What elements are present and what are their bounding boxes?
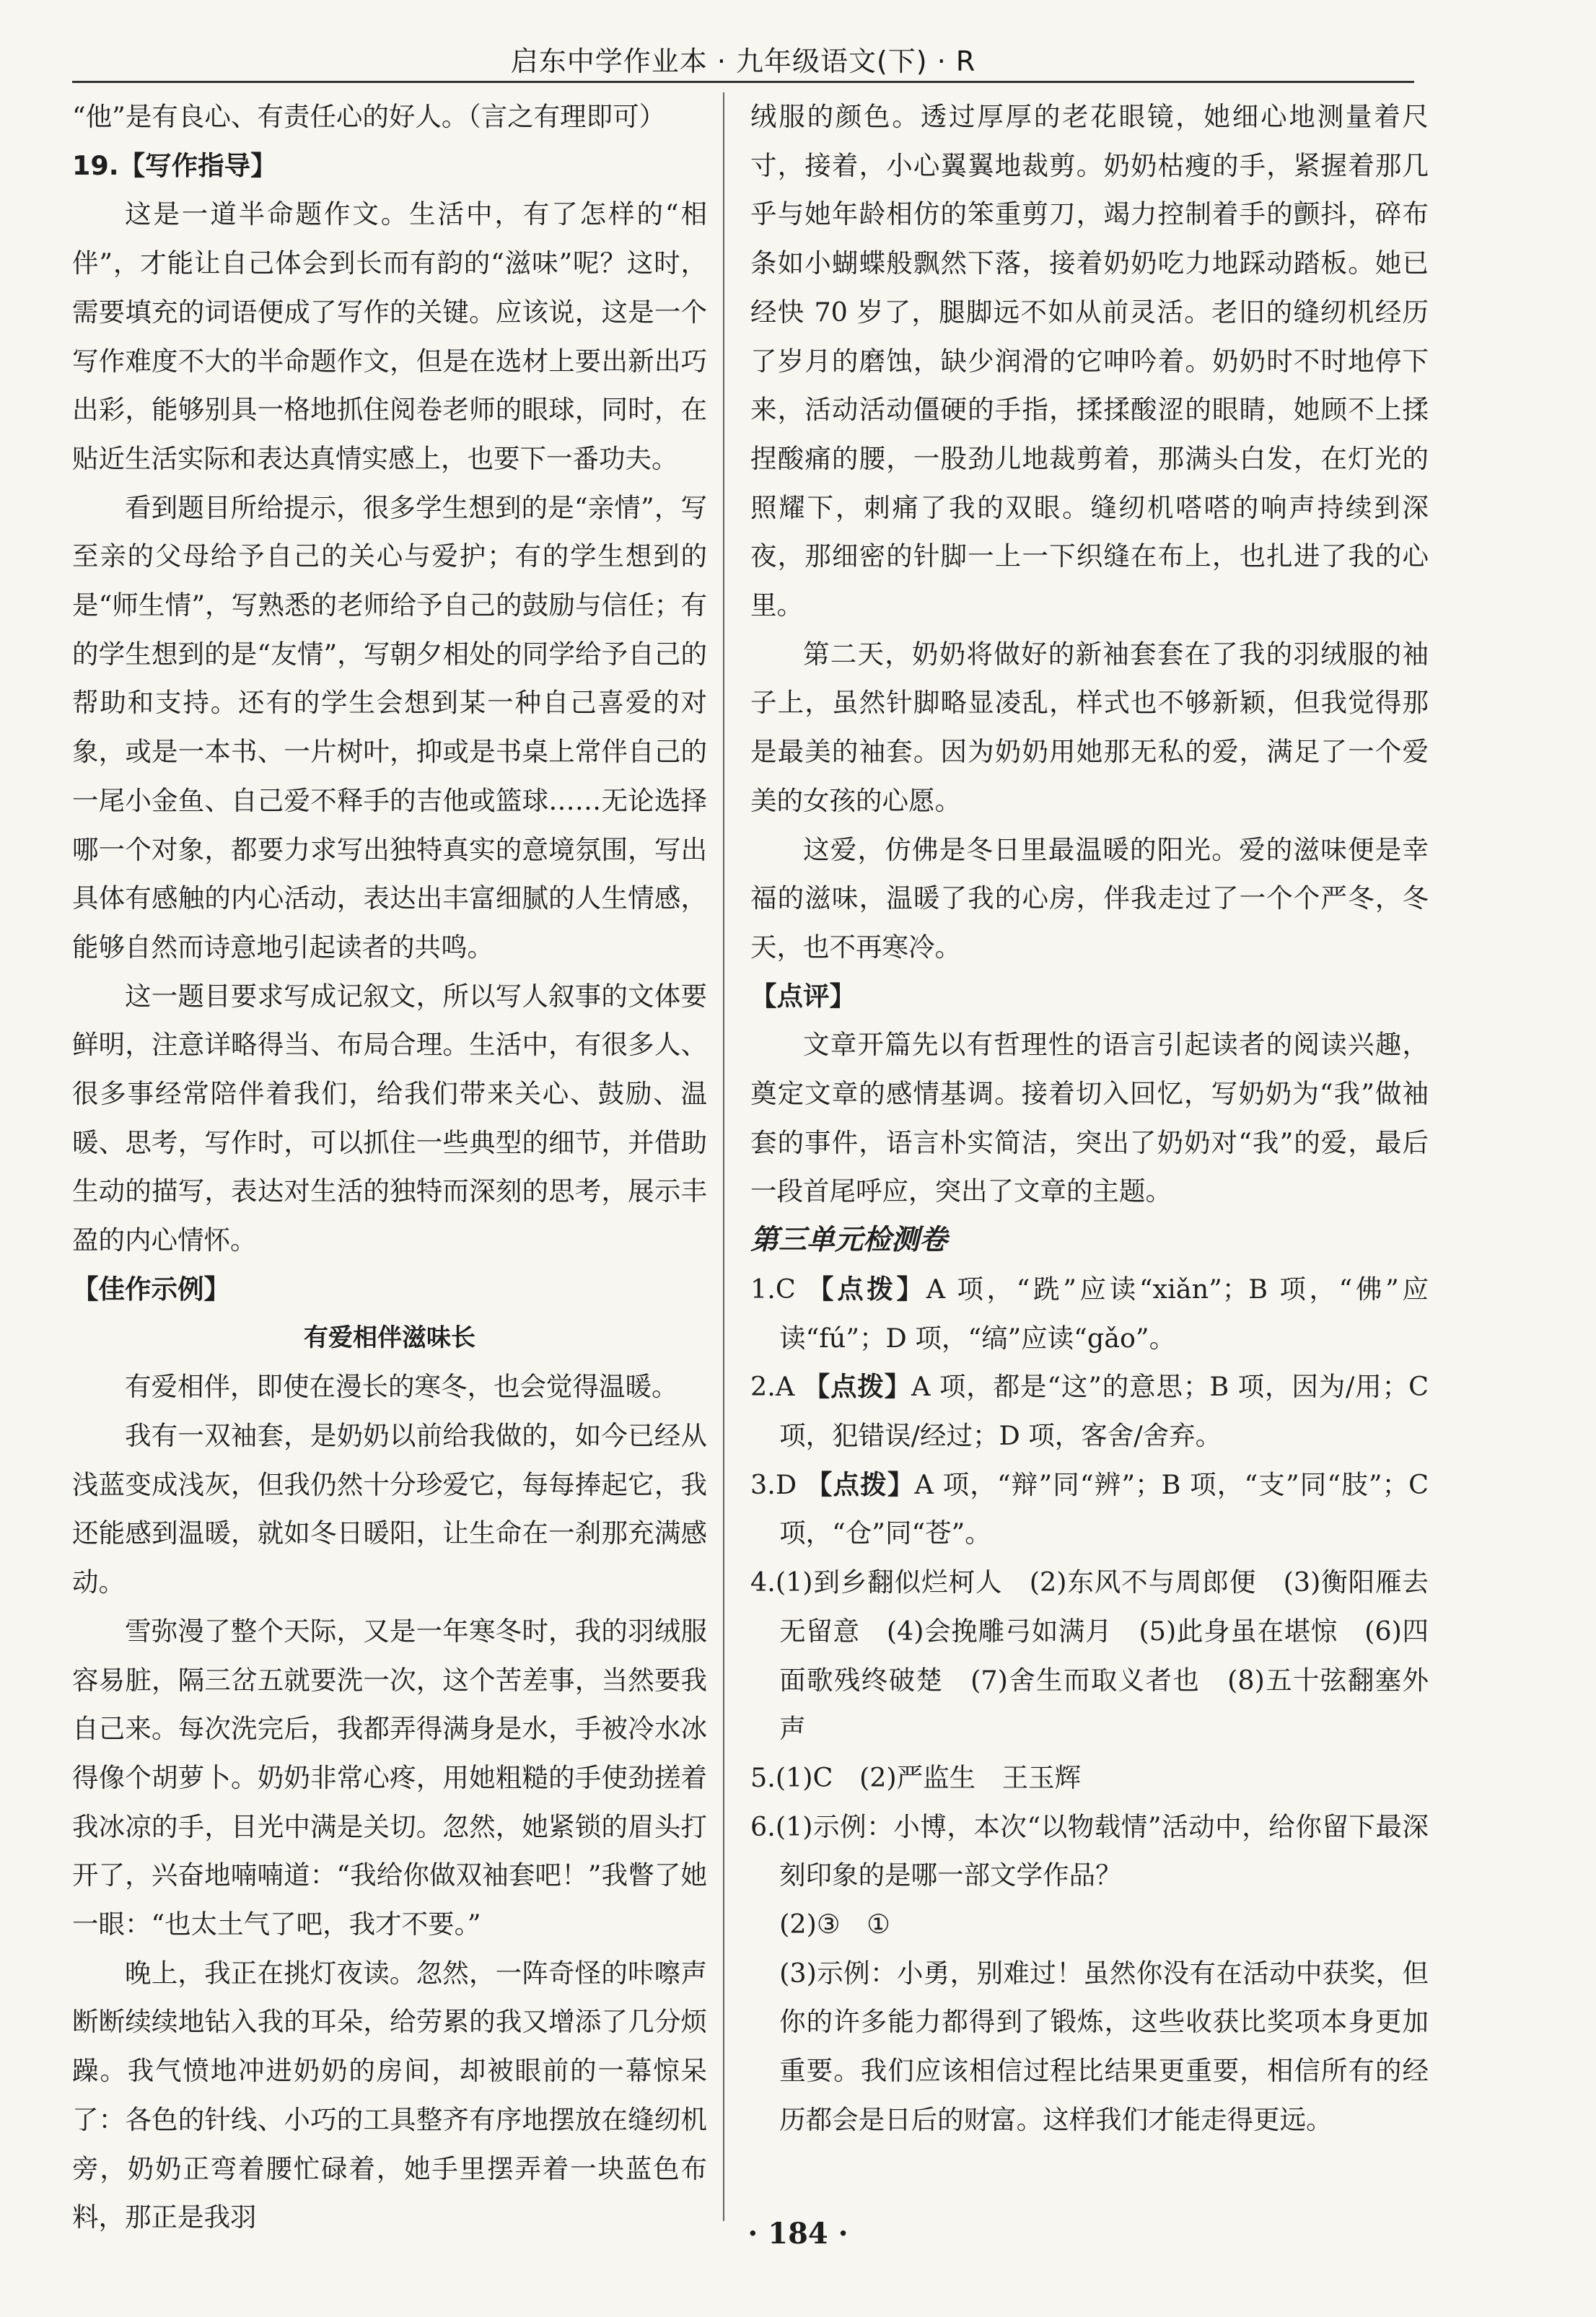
writing-guide-heading: 【写作指导】 bbox=[118, 149, 277, 181]
right-column bbox=[750, 92, 1429, 2145]
essay-paragraph-6: 这爱，仿佛是冬日里最温暖的阳光。爱的滋味便是幸福的滋味，温暖了我的心房，伴我走过了一个个严冬，冬天，也不再寒冷。 bbox=[750, 833, 1429, 963]
answer-item-6: 6.(1)示例：小博，本次“以物载情”活动中，给你留下最深刻印象的是哪一部文学作品？ bbox=[750, 1810, 1429, 1891]
comment-paragraph: 文章开篇先以有哲理性的语言引起读者的阅读兴趣，奠定文章的感情基调。接着切入回忆，写奶奶为“我”做袖套的事件，语言朴实简洁，突出了奶奶对“我”的爱，最后一段首尾呼应，突出了文章的主题。 bbox=[750, 1029, 1429, 1207]
essay-paragraph-4-continued: 绒服的颜色。透过厚厚的老花眼镜，她细心地测量着尺寸，接着，小心翼翼地裁剪。奶奶枯瘦的手，紧握着那几乎与她年龄相仿的笨重剪刀，竭力控制着手的颤抖，碎布条如小蝴蝶般飘然下落，接着奶奶吃力地踩动踏板。她已经快 70 岁了，腿脚远不如从前灵活。老旧的缝纫机经历了岁月的磨蚀，缺少润滑的它呻吟着。奶奶时不时地停下来，活动活动僵硬的手指，揉揉酸涩的眼睛，她顾不上揉捏酸痛的腰，一股劲儿地裁剪着，那满头白发，在灯光的照耀下，刺痛了我的双眼。缝纫机嗒嗒的响声持续到深夜，那细密的针脚一上一下织缝在布上，也扎进了我的心里。 bbox=[750, 101, 1429, 621]
comment-heading: 【点评】 bbox=[750, 980, 856, 1012]
running-header: 启东中学作业本 · 九年级语文(下) · R bbox=[510, 45, 976, 77]
essay-paragraph-5: 第二天，奶奶将做好的新袖套套在了我的羽绒服的袖子上，虽然针脚略显凌乱，样式也不够新颖，但我觉得那是最美的袖套。因为奶奶用她那无私的爱，满足了一个爱美的女孩的心愿。 bbox=[750, 638, 1429, 816]
answer-item-2: 2.A 【点拨】A 项，都是“这”的意思；B 项，因为/用；C 项，犯错误/经过；D 项，客舍/舍弃。 bbox=[750, 1371, 1429, 1451]
essay-paragraph-1: 有爱相伴，即使在漫长的寒冬，也会觉得温暖。 bbox=[125, 1371, 678, 1403]
example-heading: 【佳作示例】 bbox=[72, 1273, 230, 1305]
answer-item-4: 4.(1)到乡翻似烂柯人 (2)东风不与周郎便 (3)衡阳雁去无留意 (4)会挽雕弓如满月 (5)此身虽在堪惊 (6)四面歌残终破楚 (7)舍生而取义者也 (8)五十弦翻塞外声 bbox=[750, 1567, 1429, 1745]
guide-paragraph-1: 这是一道半命题作文。生活中，有了怎样的“相伴”，才能让自己体会到长而有韵的“滋味”呢？这时，需要填充的词语便成了写作的关键。应该说，这是一个写作难度不大的半命题作文，但是在选材上要出新出巧出彩，能够别具一格地抓住阅卷老师的眼球，同时，在贴近生活实际和表达真情实感上，也要下一番功夫。 bbox=[72, 198, 707, 474]
q19-heading bbox=[72, 141, 707, 190]
guide-paragraph-3: 这一题目要求写成记叙文，所以写人叙事的文体要鲜明，注意详略得当、布局合理。生活中，有很多人、很多事经常陪伴着我们，给我们带来关心、鼓励、温暖、思考，写作时，可以抓住一些典型的细节，并借助生动的描写，表达对生活的独特而深刻的思考，展示丰盈的内心情怀。 bbox=[72, 980, 707, 1256]
essay-paragraph-2: 我有一双袖套，是奶奶以前给我做的，如今已经从浅蓝变成浅灰，但我仍然十分珍爱它，每每捧起它，我还能感到温暖，就如冬日暖阳，让生命在一刹那充满感动。 bbox=[72, 1419, 707, 1598]
essay-paragraph-4: 晚上，我正在挑灯夜读。忽然，一阵奇怪的咔嚓声断断续续地钻入我的耳朵，给劳累的我又增添了几分烦躁。我气愤地冲进奶奶的房间，却被眼前的一幕惊呆了：各色的针线、小巧的工具整齐有序地摆放在缝纫机旁，奶奶正弯着腰忙碌着，她手里摆弄着一块蓝色布料，那正是我羽 bbox=[72, 1957, 707, 2233]
answer-continuation: “他”是有良心、有责任心的好人。（言之有理即可） bbox=[72, 101, 666, 132]
essay-title: 有爱相伴滋味长 bbox=[304, 1323, 475, 1352]
guide-paragraph-2: 看到题目所给提示，很多学生想到的是“亲情”，写至亲的父母给予自己的关心与爱护；有的学生想到的是“师生情”，写熟悉的老师给予自己的鼓励与信任；有的学生想到的是“友情”，写朝夕相处的同学给予自己的帮助和支持。还有的学生会想到某一种自己喜爱的对象，或是一本书、一片树叶，抑或是书桌上常伴自己的一尾小金鱼、自己爱不释手的吉他或篮球……无论选择哪一个对象，都要力求写出独特真实的意境氛围，写出具体有感触的内心活动，表达出丰富细腻的人生情感，能够自然而诗意地引起读者的共鸣。 bbox=[72, 491, 707, 963]
unit-test-title: 第三单元检测卷 bbox=[750, 1224, 948, 1257]
answer-item-6-part-3: (3)示例：小勇，别难过！虽然你没有在活动中获奖，但你的许多能力都得到了锻炼，这些收获比奖项本身更加重要。我们应该相信过程比结果更重要，相信所有的经历都会是日后的财富。这样我们才能走得更远。 bbox=[779, 1957, 1429, 2135]
answer-item-3: 3.D 【点拨】A 项，“辩”同“辨”；B 项，“支”同“肢”；C 项，“仓”同“苍”。 bbox=[750, 1468, 1429, 1549]
page-number: · 184 · bbox=[747, 2217, 849, 2251]
column-divider bbox=[723, 92, 724, 2221]
answer-item-5: 5.(1)C (2)严监生 王玉辉 bbox=[750, 1761, 1082, 1793]
left-column bbox=[72, 92, 707, 2242]
q19-number: 19. bbox=[72, 149, 119, 181]
answer-item-6-part-2: (2)③ ① bbox=[779, 1909, 890, 1940]
answer-item-1: 1.C 【点拨】A 项，“跣”应读“xiǎn”；B 项，“佛”应读“fú”；D 项，“缟”应读“gǎo”。 bbox=[750, 1273, 1429, 1354]
essay-paragraph-3: 雪弥漫了整个天际，又是一年寒冬时，我的羽绒服容易脏，隔三岔五就要洗一次，这个苦差事，当然要我自己来。每次洗完后，我都弄得满身是水，手被冷水冰得像个胡萝卜。奶奶非常心疼，用她粗糙的手使劲搓着我冰凉的手，目光中满是关切。忽然，她紧锁的眉头打开了，兴奋地喃喃道：“我给你做双袖套吧！”我瞥了她一眼：“也太土气了吧，我才不要。” bbox=[72, 1615, 707, 1940]
header-rule bbox=[72, 81, 1414, 83]
